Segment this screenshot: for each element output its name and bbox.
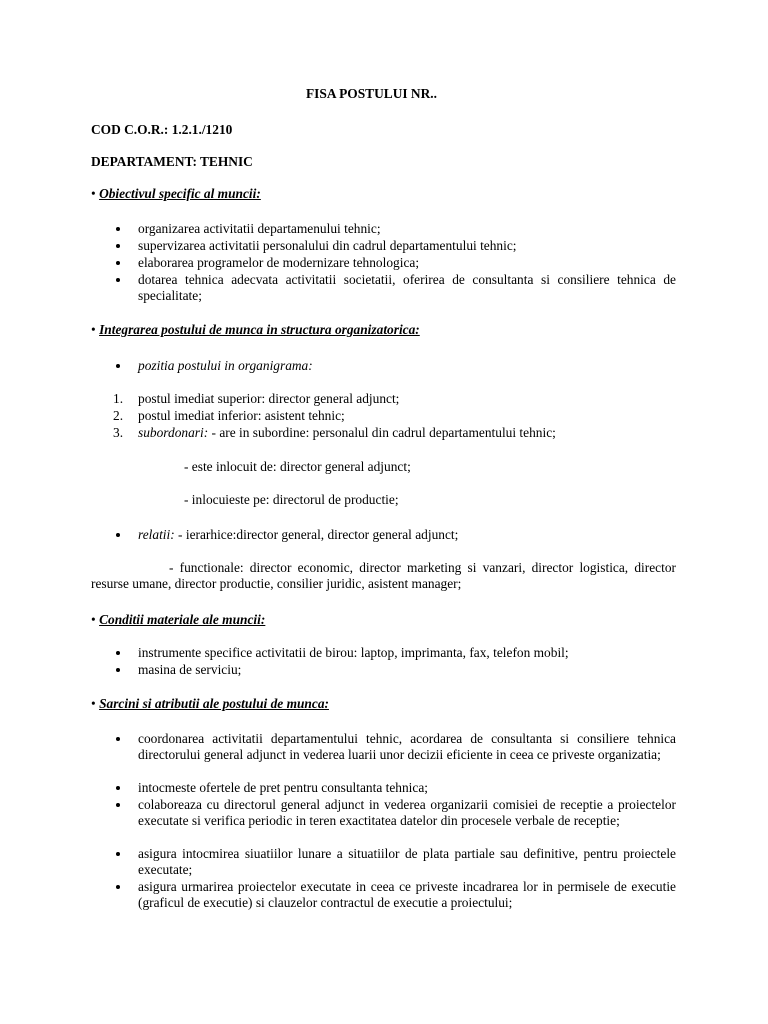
section-bullet: • xyxy=(91,696,96,711)
list-item: coordonarea activitatii departamentului tehnic, acordarea de consultanta si consiliere tehnica directorului general adjunct in vederea luarii unor decizii eficiente in ceea ce priveste organizatia; xyxy=(138,731,676,763)
bullet-dot xyxy=(116,227,120,231)
section-bullet: • xyxy=(91,186,96,201)
bullet-dot xyxy=(116,261,120,265)
list-number: 1. xyxy=(113,391,124,406)
section-heading-integrarea xyxy=(91,322,420,338)
numbered-item: postul imediat superior: director general adjunct; xyxy=(138,391,400,406)
list-item: asigura urmarirea proiectelor executate in ceea ce priveste incadrarea lor in permisele de executie (graficul de executie) si clauzelor contractul de executie a proiectului; xyxy=(138,879,676,911)
bullet-dot xyxy=(116,364,120,368)
list-item: elaborarea programelor de modernizare tehnologica; xyxy=(138,255,420,270)
section-bullet: • xyxy=(91,322,96,337)
section-heading-text: Conditii materiale ale muncii: xyxy=(99,612,266,627)
numbered-item: postul imediat inferior: asistent tehnic; xyxy=(138,408,345,423)
departament: DEPARTAMENT: TEHNIC xyxy=(91,154,253,169)
subordonari-text: - are in subordine: personalul din cadrul departamentului tehnic; xyxy=(208,425,556,440)
bullet-dot xyxy=(116,668,120,672)
pozitia-item: pozitia postului in organigrama: xyxy=(138,358,313,373)
list-item: instrumente specifice activitatii de birou: laptop, imprimanta, fax, telefon mobil; xyxy=(138,645,569,660)
bullet-dot xyxy=(116,244,120,248)
section-heading-text: Obiectivul specific al muncii: xyxy=(99,186,261,201)
section-heading-text: Sarcini si atributii ale postului de munca: xyxy=(99,696,329,711)
section-heading-sarcini xyxy=(91,696,329,712)
list-item: masina de serviciu; xyxy=(138,662,242,677)
list-item: intocmeste ofertele de pret pentru consultanta tehnica; xyxy=(138,780,429,795)
document-title: FISA POSTULUI NR.. xyxy=(306,86,437,101)
bullet-dot xyxy=(116,885,120,889)
list-item: colaboreaza cu directorul general adjunct in vederea organizarii comisiei de receptie a proiectelor executate si verifica periodic in teren exactitatea datelor din procesele verbale de receptie; xyxy=(138,797,676,829)
relatii-text: - ierarhice:director general, director general adjunct; xyxy=(174,527,459,542)
bullet-dot xyxy=(116,786,120,790)
section-bullet: • xyxy=(91,612,96,627)
numbered-item xyxy=(138,425,556,441)
bullet-dot xyxy=(116,533,120,537)
section-heading-text: Integrarea postului de munca in structura organizatorica: xyxy=(99,322,420,337)
functionale-paragraph: - functionale: director economic, director marketing si vanzari, director logistica, director resurse umane, director productie, consilier juridic, asistent manager; xyxy=(91,560,676,592)
list-item: asigura intocmirea siuatiilor lunare a situatiilor de plata partiale sau definitive, pentru proiectele executate; xyxy=(138,846,676,878)
inlocuit-line: - este inlocuit de: director general adjunct; xyxy=(184,459,411,474)
bullet-dot xyxy=(116,278,120,282)
inlocuieste-line: - inlocuieste pe: directorul de productie; xyxy=(184,492,399,507)
bullet-dot xyxy=(116,803,120,807)
list-number: 3. xyxy=(113,425,124,440)
relatii-label: relatii: xyxy=(138,527,175,542)
cod-cor: COD C.O.R.: 1.2.1./1210 xyxy=(91,122,233,137)
section-heading-conditii xyxy=(91,612,265,628)
subordonari-label: subordonari: xyxy=(138,425,209,440)
bullet-dot xyxy=(116,737,120,741)
relatii-item xyxy=(138,527,458,543)
bullet-dot xyxy=(116,651,120,655)
bullet-dot xyxy=(116,852,120,856)
list-item: supervizarea activitatii personalului din cadrul departamentului tehnic; xyxy=(138,238,517,253)
list-item: dotarea tehnica adecvata activitatii societatii, oferirea de consultanta si consiliere tehnica de specialitate; xyxy=(138,272,676,304)
list-number: 2. xyxy=(113,408,124,423)
list-item: organizarea activitatii departamenului tehnic; xyxy=(138,221,381,236)
section-heading-obiectiv xyxy=(91,186,261,202)
